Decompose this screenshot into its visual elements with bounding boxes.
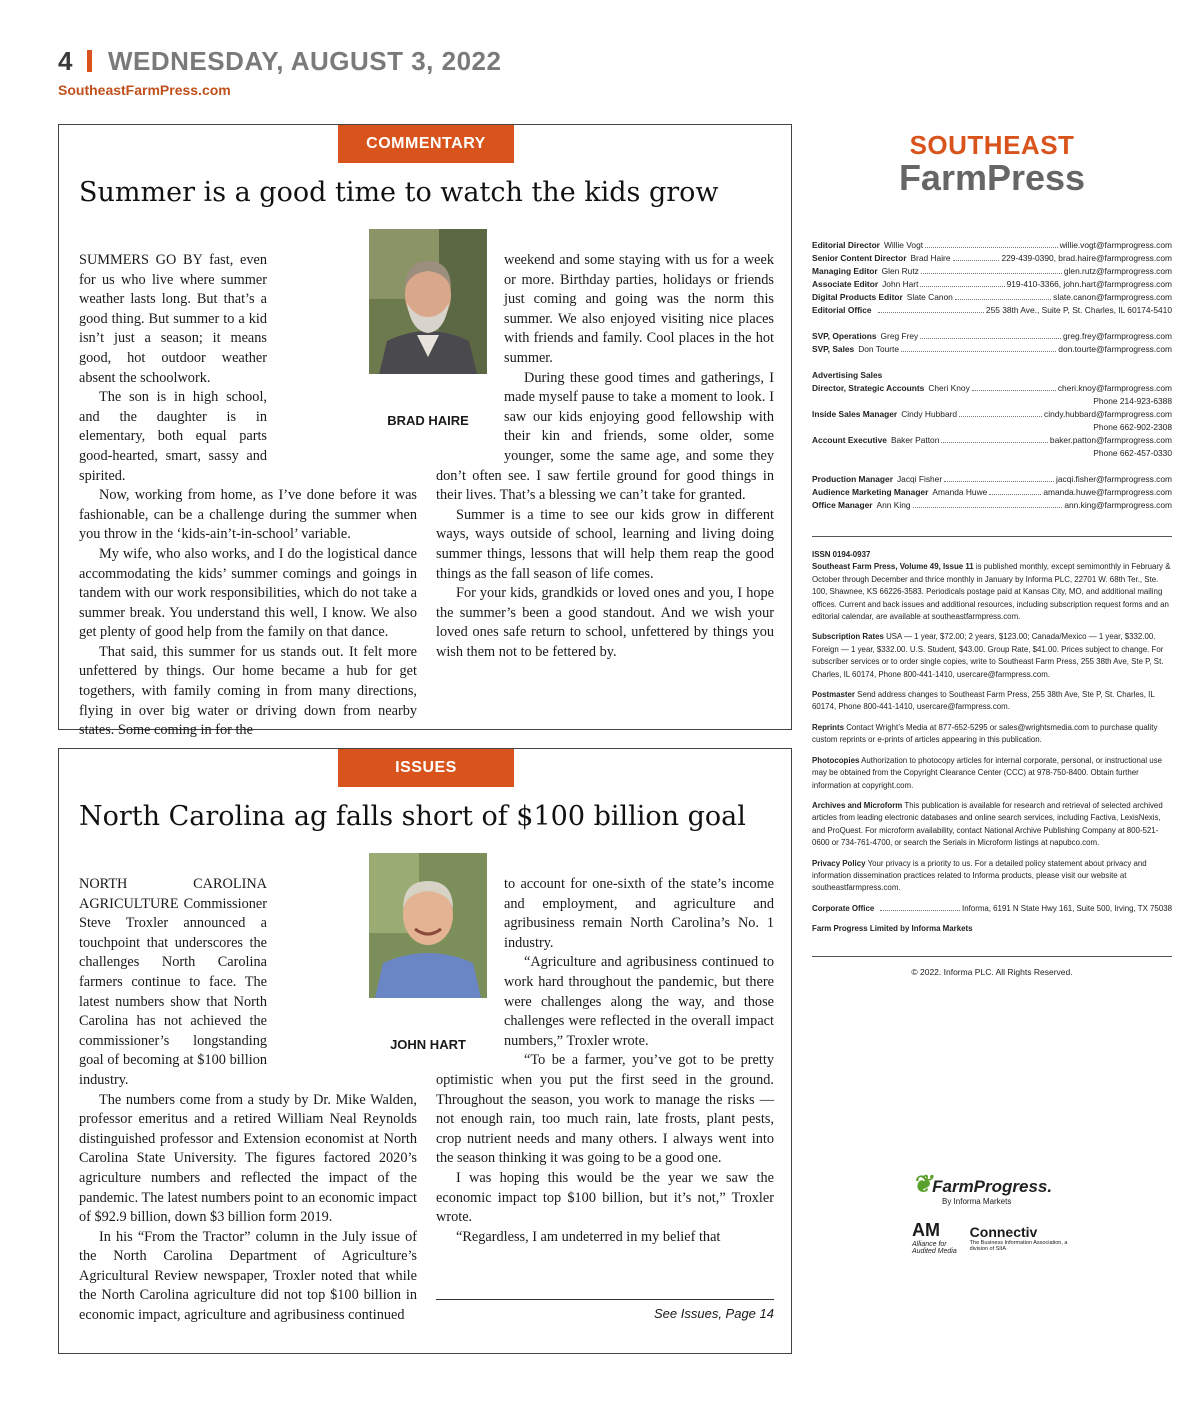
page-number: 4 [58,46,73,76]
commentary-article [58,124,792,739]
issn: ISSN 0194-0937 [812,550,871,559]
partner-logos [912,1170,1082,1255]
article-column-left [79,875,417,1326]
paragraph: SUMMERS GO BY fast, even for us who live where summer weather lasts long. But that’s a good thing. But summer to a kid isn’t just a season; it means good, hot outdoor weather absent the schoolwork. [79,252,267,386]
fine-print: Privacy Policy Your privacy is a priority to us. For a detailed policy statement about privacy and information dissemination practices related to Informa products, please visit our website at southeastfarmpress.com. [812,858,1147,893]
staff-row: Inside Sales Manager Cindy Hubbard cindy.hubbard@farmprogress.com [812,409,1172,419]
staff-row: Editorial Director Willie Vogt willie.vogt@farmprogress.com [812,240,1172,250]
photo-wrap-space [267,875,417,1071]
staff-row: Managing Editor Glen Rutz glen.rutz@farmprogress.com [812,266,1172,276]
photo-wrap-space [436,875,504,1065]
staff-phone: Phone 214-923-6388 [1093,396,1172,406]
paragraph: “Agriculture and agribusiness continued to work hard throughout the pandemic, but there were challenges along the way, and those challenges were reflected in the overall impact numbers,” Troxler wrote. [504,954,774,1049]
photo-caption: JOHN HART [390,1037,466,1052]
paragraph: For your kids, grandkids or loved ones and you, I hope the summer’s been a good standout. And we wish your loved ones safe return to school, unfettered by things you wish them not to be fettered by. [436,585,774,660]
paragraph: My wife, who also works, and I do the logistical dance accommodating the kids’ summer comings and goings in tandem with our work responsibilities, which do not take a summer break. You understand this well, I know. We also get plenty of good help from the family on that dance. [79,545,417,641]
staff-phone: Phone 662-902-2308 [1093,422,1172,432]
publication-logo [812,130,1172,199]
article-headline: North Carolina ag falls short of $100 billion goal [79,801,746,832]
article-column-left [79,251,417,741]
article-column-right [436,251,774,662]
fine-print: Reprints Contact Wright’s Media at 877-652-5295 or sales@wrightsmedia.com to purchase quality custom reprints or e-prints of articles appearing in this publication. [812,722,1158,745]
farm-progress-logo: ❦FarmProgress. [912,1171,1053,1198]
photo-caption: BRAD HAIRE [387,413,469,428]
paragraph: weekend and some staying with us for a week or more. Birthday parties, holidays or friends just coming and going was the norm this summer. We also enjoyed visiting nice places with friends and family. Cool places in the hot summer. [504,252,774,366]
staff-row: Senior Content Director Brad Haire 229-439-0390, brad.haire@farmprogress.com [812,253,1172,263]
connectiv-logo: Connectiv The Business Information Association, a division of SIIA [969,1223,1068,1252]
fine-print: Postmaster Send address changes to Southeast Farm Press, 255 38th Ave, Ste P, St. Charles, IL 60174, Phone 800-441-1410, usercare@farmpress.com. [812,690,1155,712]
logo-top: SOUTHEAST [909,130,1075,160]
paragraph: “Regardless, I am undeterred in my belief that [456,1228,721,1245]
fine-print: Photocopies Authorization to photocopy articles for internal corporate, personal, or instructional use may be obtained from the Copyright Clearance Center (CCC) at 978-750-8400. Obtain further information at copyright.com. [812,755,1163,790]
staff-list [812,239,1172,512]
fine-print: Archives and Microform This publication is available for research and retrieval of selected archived articles from leading electronic databases and online search services, including Factiva, LexisNexis, and ProQuest. For microform availability, contact National Archive Publishing Company at 800-521-0600 or 734-761-4700, or search the Serials in Microform listings at napubco.com. [812,800,1163,848]
paragraph: Now, working from home, as I’ve done before it was fashionable, can be a challenge during the summer when you throw in the ‘kids-ain’t-in-school’ variable. [79,487,417,543]
staff-row: Office Manager Ann King ann.king@farmprogress.com [812,500,1172,510]
staff-row: SVP, Operations Greg Frey greg.frey@farmprogress.com [812,331,1172,341]
logo-bottom: FarmPress [898,157,1086,198]
paragraph: The numbers come from a study by Dr. Mike Walden, professor emeritus and a retired William Neal Reynolds distinguished professor and Extension economist at North Carolina State University. The figures factored 2020’s agriculture numbers and reflected the impact of the pandemic. The latest numbers point to an economic impact of $92.9 billion, down $3 billion form 2019. [79,1091,417,1226]
paragraph: Summer is a time to see our kids grow in different ways, ways outside of school, learning and living doing summer things, lessons that will help them reap the good things as the fall season of life comes. [436,506,774,582]
paragraph: I was hoping this would be the year we saw the economic impact top $100 billion, but it’s not,” Troxler wrote. [436,1169,774,1226]
staff-row: Director, Strategic Accounts Cheri Knoy cheri.knoy@farmprogress.com [812,383,1172,393]
photo-wrap-space [267,251,417,447]
staff-row: Digital Products Editor Slate Canon slate.canon@farmprogress.com [812,292,1172,302]
issues-article [58,748,792,1354]
paragraph: In his “From the Tractor” column in the July issue of the North Carolina Department of Agriculture’s Agricultural Review newspaper, Troxler noted that while the North Carolina agriculture did not top $100 billion in economic impact, agriculture and agribusiness continued [79,1228,417,1324]
leaf-icon: ❦ [912,1171,933,1198]
staff-row: SVP, Sales Don Tourte don.tourte@farmprogress.com [812,344,1172,354]
paragraph: to account for one-sixth of the state’s income and employment, and agriculture and agribusiness remain North Carolina’s No. 1 industry. [504,876,774,951]
corporate-office: Corporate Office Informa, 6191 N State Hwy 161, Suite 500, Irving, TX 75038 [812,903,1172,913]
copyright: © 2022. Informa PLC. All Rights Reserved. [911,966,1073,977]
header-divider [87,50,92,72]
article-headline: Summer is a good time to watch the kids grow [79,177,719,208]
staff-row: Account Executive Baker Patton baker.patton@farmprogress.com [812,435,1172,445]
article-column-right [436,875,774,1247]
issue-date: WEDNESDAY, AUGUST 3, 2022 [107,46,502,76]
masthead-sidebar [812,130,1172,977]
page-header [58,46,501,77]
paragraph: “To be a farmer, you’ve got to be pretty optimistic when you put the first seed in the ground. Throughout the season, you work to manage the risks — not enough rain, too much rain, late frosts, plant pests, crop nutrient needs and many others. I always went into the season thinking it was going to be a good one. [436,1052,774,1167]
paragraph: During these good times and gatherings, I made myself pause to take a moment to look. I saw our kids enjoying good fellowship with their kin and friends, some older, some younger, some the same age, and some they don’t often see. I saw fertile ground for good things in their lives. That’s a blessing we can’t take for granted. [436,369,774,504]
farm-progress-subtitle: By Informa Markets [942,1197,1012,1206]
continued-reference[interactable]: See Issues, Page 14 [436,1299,774,1321]
section-label: Advertising Sales [812,370,883,380]
fine-print: Subscription Rates USA — 1 year, $72.00; 2 years, $123.00; Canada/Mexico — 1 year, $332.00. Foreign — 1 year, $332.00. U.S. Student, $43.00. Group Rate, $41.00. Prices subject to change. For subscriber services or to order single copies, write to Southeast Farm Press, 255 38th Ave, Ste P, St. Charles, IL 60174, Phone 800-441-1410, usercare@farmpress.com. [812,632,1164,679]
staff-phone: Phone 662-457-0330 [1093,448,1172,458]
staff-row: Audience Marketing Manager Amanda Huwe amanda.huwe@farmprogress.com [812,487,1172,497]
farm-progress-line: Farm Progress Limited by Informa Markets [812,924,973,934]
photo-wrap-space [436,251,504,461]
section-tag: ISSUES [338,749,514,787]
section-tag: COMMENTARY [338,125,514,163]
divider [812,536,1172,537]
paragraph: The son is in high school, and the daughter is in elementary, both equal parts good-hearted, smart, sassy and spirited. [79,389,267,484]
paragraph: That said, this summer for us stands out. It felt more unfettered by things. Our home became a hub for get togethers, with family coming in from many directions, flying in over big water or driving down from nearby states. Some coming in for the [79,643,417,739]
association-logos [912,1220,1082,1255]
staff-row: Associate Editor John Hart 919-410-3366, john.hart@farmprogress.com [812,279,1172,289]
fine-print: Southeast Farm Press, Volume 49, Issue 11 is published monthly, except semimonthly in February & October through December and thrice monthly in January by Informa PLC, 22701 W. 68th Ter., Ste. 100, Shawnee, KS 66226-3583. Periodicals postage paid at Kansas City, MO, and additional mailing offices. Current and back issues and additional resources, including subscription request forms and an editorial calendar, are available at southeastfarmpress.com. [812,562,1171,622]
staff-row: Production Manager Jacqi Fisher jacqi.fisher@farmprogress.com [812,474,1172,484]
site-url[interactable]: SoutheastFarmPress.com [58,82,231,98]
paragraph: NORTH CAROLINA AGRICULTURE Commissioner Steve Troxler announced a touchpoint that underscores the challenges North Carolina farmers continue to face. The latest numbers show that North Carolina has not achieved the commissioner’s longstanding goal of becoming at $100 billion industry. [79,876,267,1088]
divider [812,956,1172,957]
aam-logo: AM Alliance for Audited Media [912,1220,957,1255]
staff-row: Editorial Office 255 38th Ave., Suite P, St. Charles, IL 60174-5410 [812,305,1172,315]
